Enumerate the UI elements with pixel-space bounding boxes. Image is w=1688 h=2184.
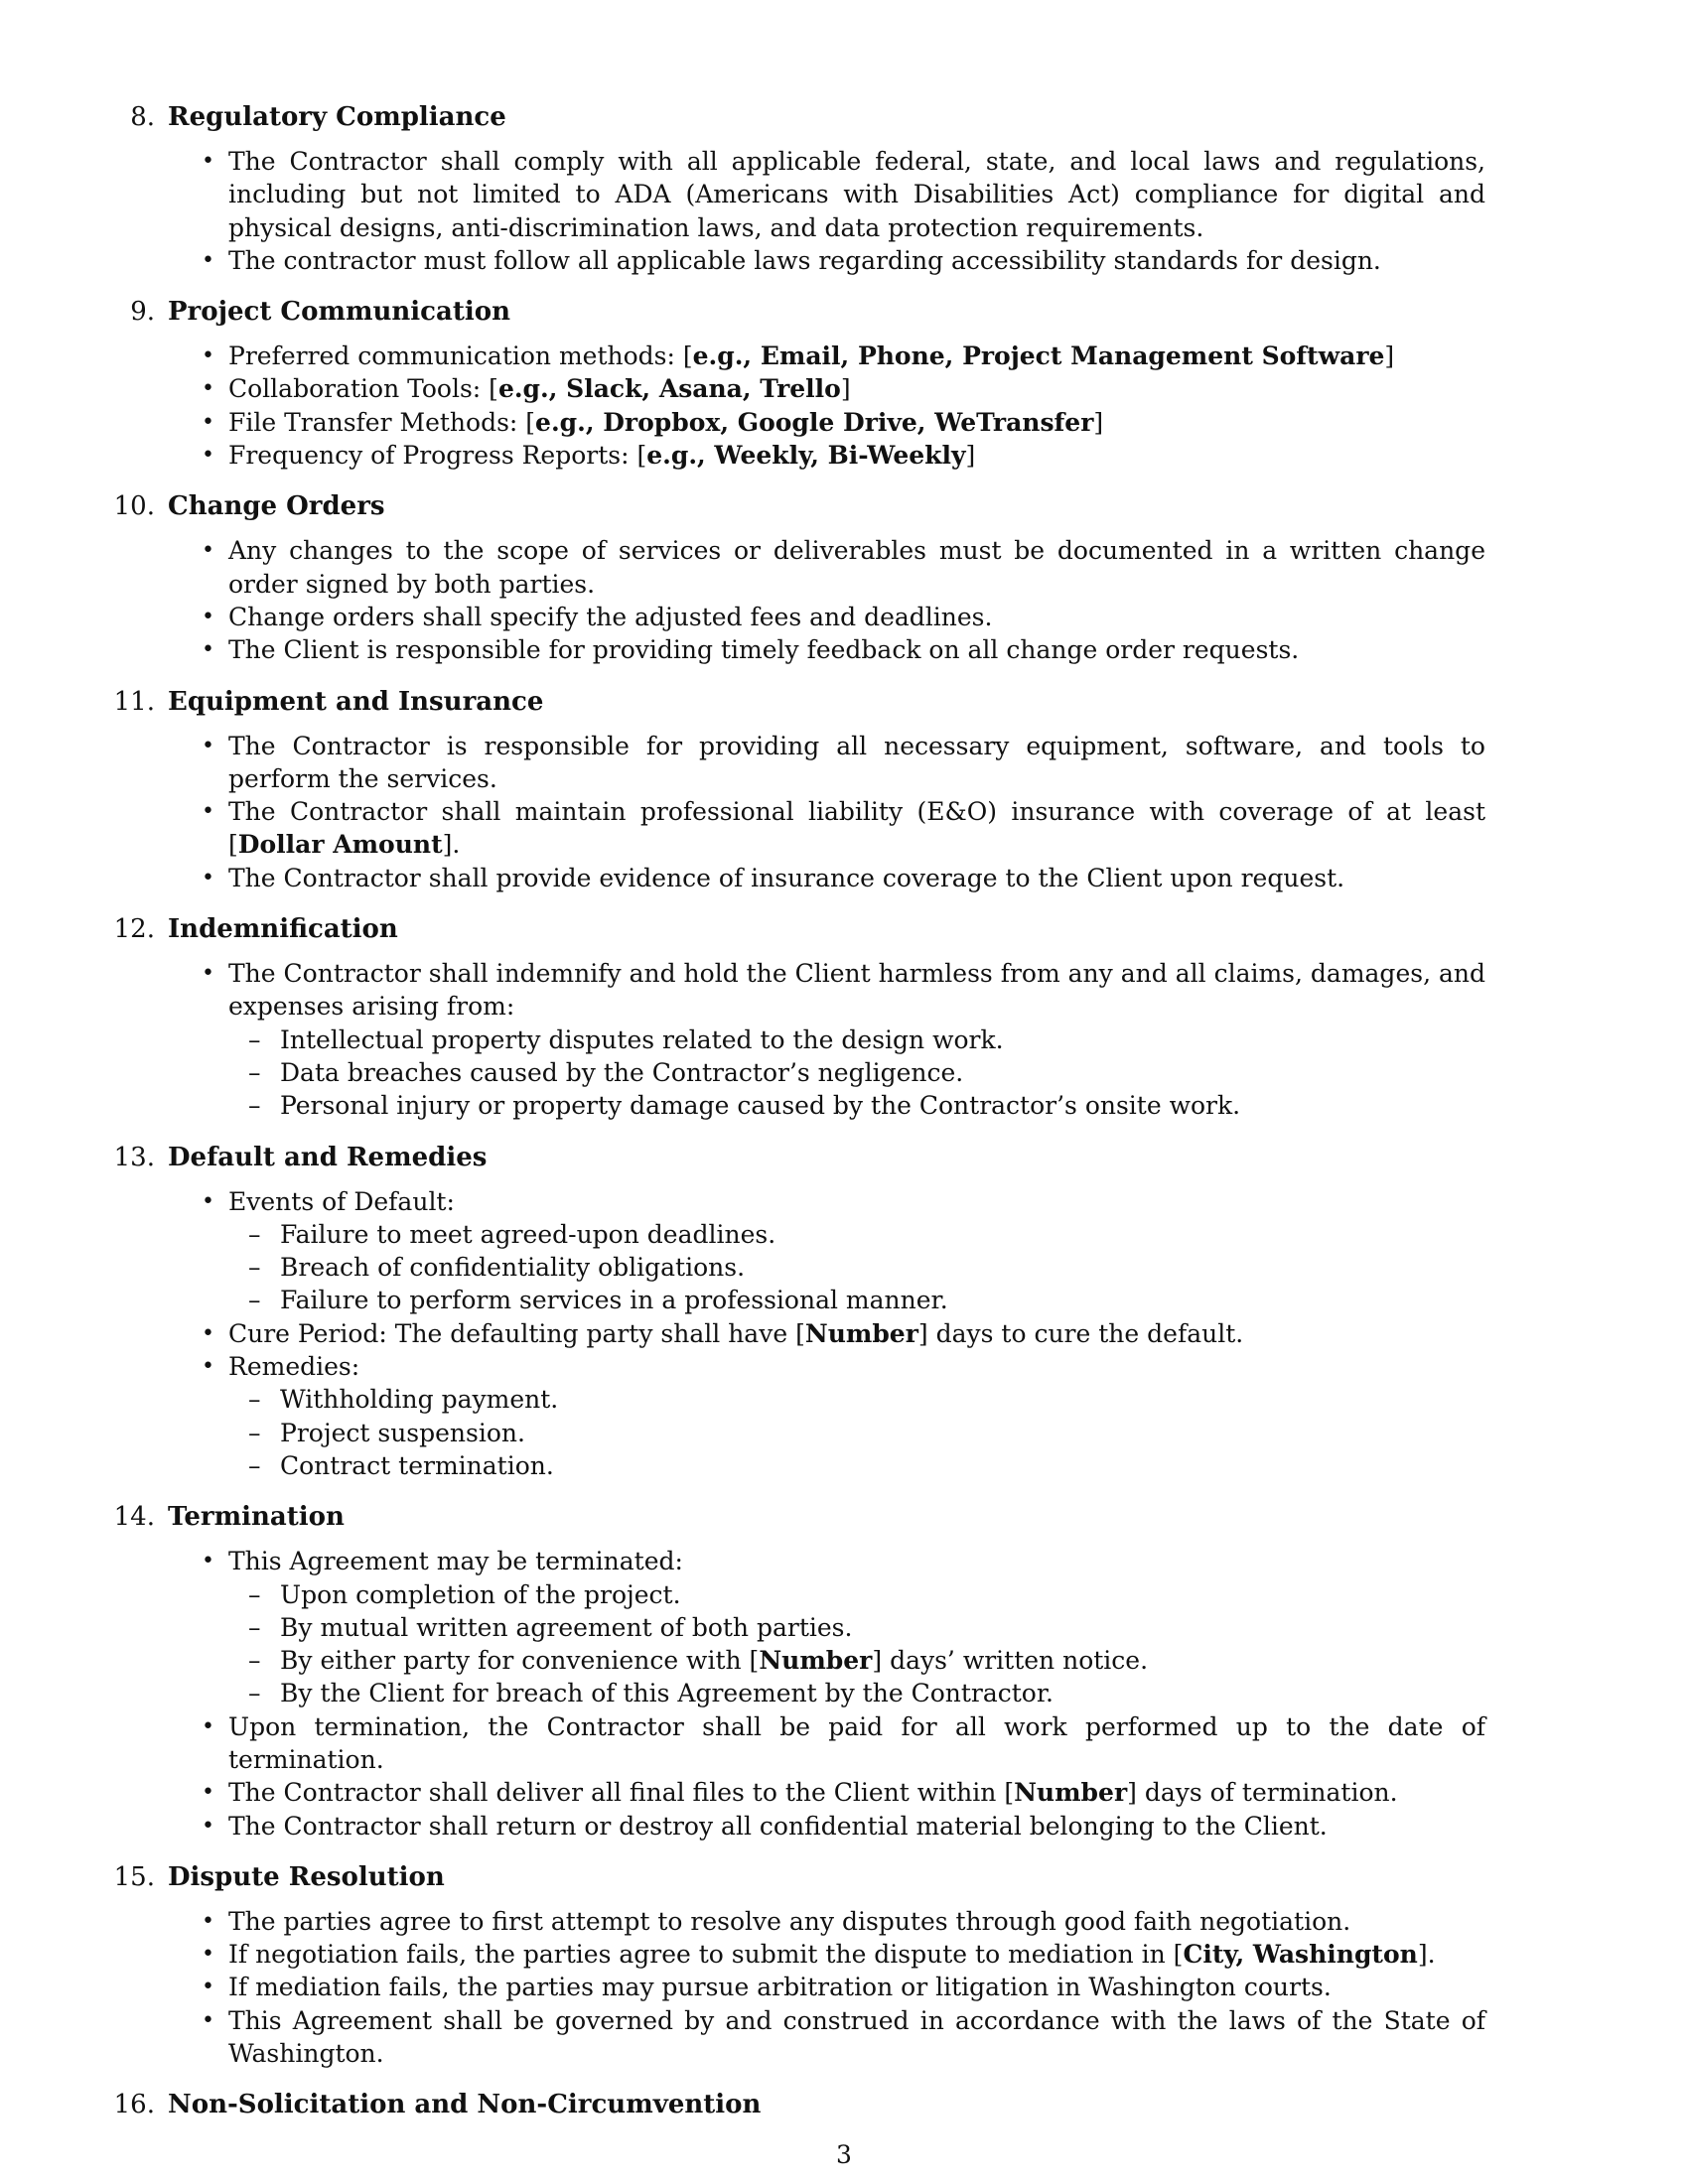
bullet-text: Frequency of Progress Reports: (228, 441, 637, 471)
page-number: 3 (836, 2140, 852, 2169)
section-title: Change Orders (168, 491, 385, 522)
bullet-item: • The parties agree to first attempt to resolve any disputes through good faith negotiation. (99, 1905, 1589, 1938)
sub-item: – Upon completion of the project. (228, 1578, 1485, 1611)
placeholder-field: City, Washington (1183, 1940, 1418, 1970)
placeholder-field: Dollar Amount (237, 830, 443, 860)
bullet-text: Collaboration Tools: (228, 374, 490, 404)
section-non-solicitation (99, 2083, 1589, 2126)
section-heading (99, 1136, 1589, 1179)
bullet-item: • If negotiation fails, the parties agree to submit the dispute to mediation in [City, Washington]. (99, 1938, 1589, 1971)
section-change-orders (99, 484, 1589, 666)
section-regulatory-compliance (99, 95, 1589, 277)
bullet-text: Events of Default: (228, 1186, 455, 1216)
section-title: Regulatory Compliance (168, 102, 506, 132)
bullet-item: • Change orders shall specify the adjusted fees and deadlines. (99, 601, 1589, 633)
sub-list (228, 1218, 1485, 1317)
bullet-list (99, 957, 1589, 1122)
bullet-list (99, 1905, 1589, 2070)
section-number: 16. (113, 2090, 155, 2120)
bullet-item (99, 1545, 1589, 1709)
placeholder-field: e.g., Dropbox, Google Drive, WeTransfer (535, 407, 1094, 437)
sub-item: – Data breaches caused by the Contractor’s negligence. (228, 1056, 1485, 1089)
sub-item: – Personal injury or property damage caused by the Contractor’s onsite work. (228, 1089, 1485, 1122)
bullet-list (99, 534, 1589, 666)
bullet-item (99, 957, 1589, 1122)
bullet-text: Cure Period: The defaulting party shall have (228, 1318, 796, 1348)
section-number: 10. (113, 491, 155, 522)
sub-item: – By either party for convenience with [Number] days’ written notice. (228, 1644, 1485, 1677)
section-heading (99, 95, 1589, 139)
bullet-item: • Preferred communication methods: [e.g., Email, Phone, Project Management Software] (99, 340, 1589, 372)
sub-text-tail: days’ written notice. (882, 1646, 1149, 1676)
bullet-item: • This Agreement shall be governed by and construed in accordance with the laws of the State of Washington. (99, 2004, 1589, 2071)
placeholder-field: Number (1014, 1778, 1128, 1808)
section-heading (99, 680, 1589, 724)
section-title: Termination (168, 1502, 345, 1533)
bullet-list (99, 340, 1589, 472)
section-equipment-insurance (99, 680, 1589, 894)
sub-item: – Contract termination. (228, 1449, 1485, 1482)
section-heading (99, 1495, 1589, 1539)
bullet-item: • The Contractor shall provide evidence of insurance coverage to the Client upon request. (99, 862, 1589, 894)
bullet-text: If negotiation fails, the parties agree to submit the dispute to mediation in (228, 1940, 1174, 1970)
section-heading (99, 907, 1589, 951)
bullet-text: The Contractor shall indemnify and hold the Client harmless from any and all claims, damages, and expenses arising from: (228, 959, 1485, 1022)
section-termination (99, 1495, 1589, 1843)
sub-list (228, 1024, 1485, 1123)
placeholder-field: Number (804, 1318, 918, 1348)
section-title: Equipment and Insurance (168, 686, 544, 717)
bullet-text: The Contractor shall deliver all final files to the Client within (228, 1778, 1005, 1808)
sub-item: – By the Client for breach of this Agreement by the Contractor. (228, 1677, 1485, 1709)
section-title: Indemnification (168, 914, 398, 945)
bullet-item: • Any changes to the scope of services or deliverables must be documented in a written change order signed by both parties. (99, 534, 1589, 601)
bullet-text: Preferred communication methods: (228, 341, 683, 371)
bullet-text: Remedies: (228, 1352, 360, 1382)
sub-item: – Withholding payment. (228, 1383, 1485, 1416)
section-number: 12. (113, 914, 155, 945)
section-dispute-resolution (99, 1855, 1589, 2070)
bullet-item: • If mediation fails, the parties may pursue arbitration or litigation in Washington courts. (99, 1971, 1589, 2003)
section-indemnification (99, 907, 1589, 1122)
sub-item: – By mutual written agreement of both parties. (228, 1611, 1485, 1644)
bullet-item: • The Contractor is responsible for providing all necessary equipment, software, and tools to perform the services. (99, 730, 1589, 796)
sub-item: – Intellectual property disputes related to the design work. (228, 1024, 1485, 1056)
bullet-item (99, 1350, 1589, 1482)
bullet-text-tail: . (1427, 1940, 1436, 1970)
sub-item: – Project suspension. (228, 1417, 1485, 1449)
placeholder-field: e.g., Slack, Asana, Trello (497, 374, 841, 404)
bullet-item: • File Transfer Methods: [e.g., Dropbox, Google Drive, WeTransfer] (99, 406, 1589, 439)
sub-list (228, 1578, 1485, 1710)
sub-item: – Failure to perform services in a professional manner. (228, 1284, 1485, 1316)
bullet-item: • The Client is responsible for providing timely feedback on all change order requests. (99, 633, 1589, 666)
bullet-text-tail: days to cure the default. (927, 1318, 1244, 1348)
bullet-list (99, 1185, 1589, 1483)
sub-item: – Breach of confidentiality obligations. (228, 1251, 1485, 1284)
section-title: Dispute Resolution (168, 1861, 445, 1892)
section-number: 9. (130, 297, 155, 328)
section-title: Non-Solicitation and Non-Circumvention (168, 2090, 762, 2120)
section-number: 13. (113, 1142, 155, 1172)
section-heading (99, 1855, 1589, 1899)
section-number: 8. (130, 102, 155, 132)
section-number: 14. (113, 1502, 155, 1533)
bullet-item: • The contractor must follow all applicable laws regarding accessibility standards for design. (99, 244, 1589, 277)
bullet-item: • Frequency of Progress Reports: [e.g., Weekly, Bi-Weekly] (99, 439, 1589, 472)
bullet-item (99, 1185, 1589, 1317)
section-project-communication (99, 290, 1589, 472)
bullet-text: This Agreement may be terminated: (228, 1547, 683, 1576)
sub-list (228, 1383, 1485, 1482)
bullet-text-tail: days of termination. (1136, 1778, 1398, 1808)
bullet-item: • Collaboration Tools: [e.g., Slack, Asana, Trello] (99, 372, 1589, 405)
bullet-item: • The Contractor shall maintain professional liability (E&O) insurance with coverage of at least [Dollar Amount]. (99, 795, 1589, 862)
section-title: Project Communication (168, 297, 510, 328)
bullet-text: File Transfer Methods: (228, 407, 526, 437)
bullet-item: • Cure Period: The defaulting party shall have [Number] days to cure the default. (99, 1317, 1589, 1350)
section-heading (99, 2083, 1589, 2126)
section-heading (99, 484, 1589, 528)
section-number: 11. (113, 686, 155, 717)
placeholder-field: Number (759, 1646, 873, 1676)
section-title: Default and Remedies (168, 1142, 488, 1172)
bullet-item: • The Contractor shall return or destroy all confidential material belonging to the Client. (99, 1810, 1589, 1843)
bullet-list (99, 1545, 1589, 1843)
bullet-text-tail: . (452, 830, 461, 860)
bullet-item: • The Contractor shall comply with all applicable federal, state, and local laws and regulations, including but not limited to ADA (Americans with Disabilities Act) compliance for digital and physical designs, anti-discrimination laws, and data protection requirements. (99, 145, 1589, 244)
placeholder-field: e.g., Email, Phone, Project Management Software (692, 341, 1385, 371)
sub-item: – Failure to meet agreed-upon deadlines. (228, 1218, 1485, 1251)
section-number: 15. (113, 1861, 155, 1892)
bullet-text: The Contractor shall maintain professional liability (E&O) insurance with coverage of at least (228, 797, 1485, 827)
section-heading (99, 290, 1589, 334)
document-body (99, 95, 1589, 2139)
placeholder-field: e.g., Weekly, Bi-Weekly (646, 441, 966, 471)
sub-text: By either party for convenience with (280, 1646, 750, 1676)
section-default-remedies (99, 1136, 1589, 1483)
bullet-list (99, 730, 1589, 894)
bullet-item: • The Contractor shall deliver all final files to the Client within [Number] days of termination. (99, 1776, 1589, 1809)
bullet-item: • Upon termination, the Contractor shall be paid for all work performed up to the date of termination. (99, 1710, 1589, 1777)
bullet-list (99, 145, 1589, 277)
